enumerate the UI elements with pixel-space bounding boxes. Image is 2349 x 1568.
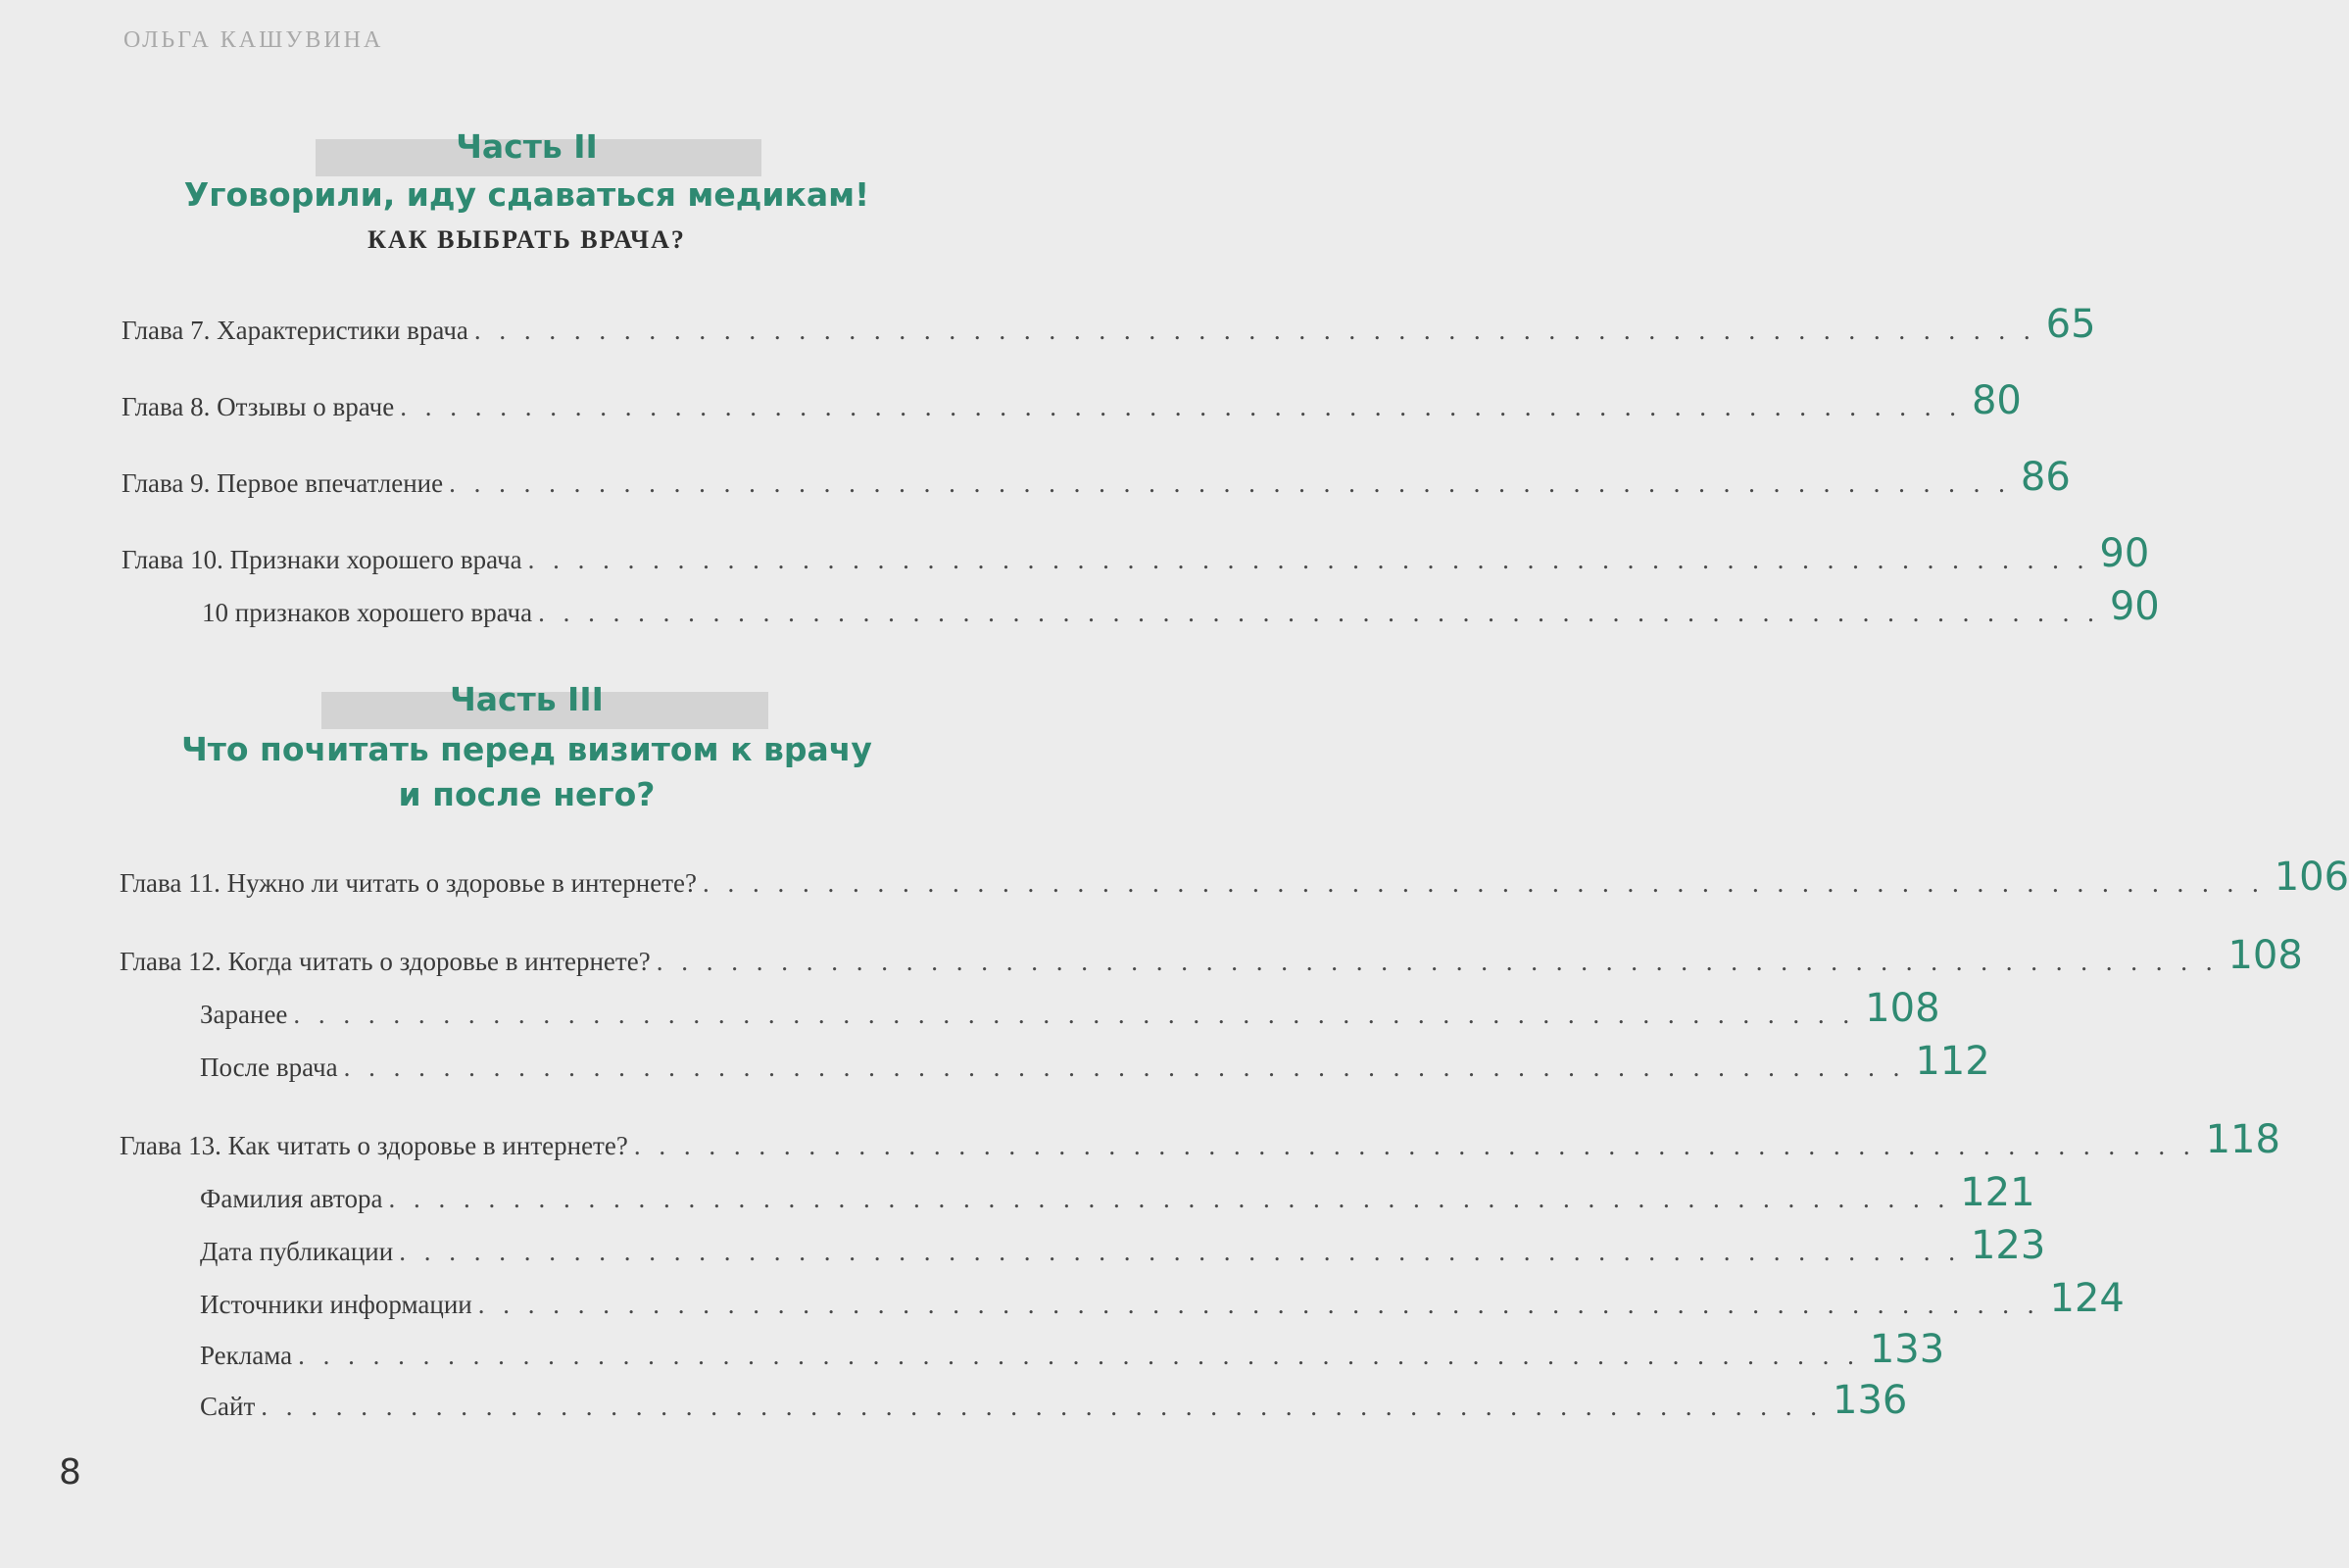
toc-entry-title: Фамилия автора	[200, 1184, 383, 1213]
toc-entry-title: Глава 12. Когда читать о здоровье в интернете?	[120, 947, 651, 976]
toc-entry-title: Глава 11. Нужно ли читать о здоровье в интернете?	[120, 868, 697, 898]
toc-entry[interactable]	[120, 853, 2349, 900]
toc-entry-title: Глава 10. Признаки хорошего врача	[122, 545, 522, 574]
part2-title: Уговорили, иду сдаваться медикам!	[183, 175, 870, 214]
toc-entry-page: 123	[1970, 1223, 2046, 1268]
toc-subentry[interactable]	[200, 1274, 2125, 1321]
toc-entry-title: 10 признаков хорошего врача	[202, 598, 533, 627]
part2-label: Часть II	[456, 127, 598, 166]
toc-entry-page: 108	[1865, 986, 1940, 1031]
toc-entry[interactable]	[122, 376, 2022, 423]
toc-subentry[interactable]	[200, 1037, 1990, 1084]
toc-entry-title: Заранее	[200, 1000, 288, 1029]
toc-entry[interactable]	[120, 1115, 2280, 1162]
dot-leader: . . . . . . . . . . . . . . . . . . . . . . . . . . . . . . . . . . . . . . . . . . . . . . . . . . . . . . . . . . . . . . .	[298, 1341, 1860, 1370]
dot-leader: . . . . . . . . . . . . . . . . . . . . . . . . . . . . . . . . . . . . . . . . . . . . . . . . . . . . . . . . . . . . . . .	[449, 468, 2011, 498]
dot-leader: . . . . . . . . . . . . . . . . . . . . . . . . . . . . . . . . . . . . . . . . . . . . . . . . . . . . . . . . . . . . . . .	[633, 1131, 2196, 1160]
dot-leader: . . . . . . . . . . . . . . . . . . . . . . . . . . . . . . . . . . . . . . . . . . . . . . . . . . . . . . . . . . . . . . .	[473, 316, 2036, 345]
dot-leader: . . . . . . . . . . . . . . . . . . . . . . . . . . . . . . . . . . . . . . . . . . . . . . . . . . . . . . . . . . . . . . .	[399, 1237, 1961, 1266]
toc-subentry[interactable]	[200, 1376, 1908, 1423]
toc-entry-title: Источники информации	[200, 1290, 472, 1319]
toc-entry-page: 133	[1869, 1327, 1945, 1372]
toc-entry-title: Глава 9. Первое впечатление	[122, 468, 444, 498]
toc-entry-page: 118	[2205, 1117, 2280, 1162]
toc-entry-title: Глава 13. Как читать о здоровье в интернете?	[120, 1131, 628, 1160]
toc-entry[interactable]	[122, 300, 2096, 347]
toc-subentry[interactable]	[200, 984, 1940, 1031]
dot-leader: . . . . . . . . . . . . . . . . . . . . . . . . . . . . . . . . . . . . . . . . . . . . . . . . . . . . . . . . . . . . . . .	[343, 1053, 1906, 1082]
toc-entry-page: 86	[2020, 455, 2071, 500]
dot-leader: . . . . . . . . . . . . . . . . . . . . . . . . . . . . . . . . . . . . . . . . . . . . . . . . . . . . . . . . . . . . . . .	[702, 868, 2265, 898]
toc-entry[interactable]	[122, 453, 2071, 500]
toc-entry-title: Дата публикации	[200, 1237, 394, 1266]
toc-subentry[interactable]	[202, 582, 2160, 629]
toc-subentry[interactable]	[200, 1168, 2035, 1215]
toc-entry-title: Реклама	[200, 1341, 293, 1370]
toc-entry-page: 112	[1915, 1039, 1990, 1084]
toc-subentry[interactable]	[200, 1221, 2046, 1268]
toc-entry-page: 136	[1833, 1378, 1908, 1423]
toc-entry-page: 121	[1960, 1170, 2035, 1215]
toc-entry-page: 80	[1971, 378, 2022, 423]
toc-entry-page: 90	[2109, 584, 2160, 629]
dot-leader: . . . . . . . . . . . . . . . . . . . . . . . . . . . . . . . . . . . . . . . . . . . . . . . . . . . . . . . . . . . . . . .	[538, 598, 2100, 627]
toc-entry-page: 124	[2049, 1276, 2125, 1321]
toc-entry-page: 106	[2274, 855, 2349, 900]
part3-title-line1: Что почитать перед визитом к врачу	[181, 730, 872, 768]
dot-leader: . . . . . . . . . . . . . . . . . . . . . . . . . . . . . . . . . . . . . . . . . . . . . . . . . . . . . . . . . . . . . . .	[400, 392, 1962, 421]
toc-subentry[interactable]	[200, 1325, 1945, 1372]
part2-subtitle: КАК ВЫБРАТЬ ВРАЧА?	[367, 225, 686, 254]
dot-leader: . . . . . . . . . . . . . . . . . . . . . . . . . . . . . . . . . . . . . . . . . . . . . . . . . . . . . . . . . . . . . . .	[261, 1392, 1823, 1421]
dot-leader: . . . . . . . . . . . . . . . . . . . . . . . . . . . . . . . . . . . . . . . . . . . . . . . . . . . . . . . . . . . . . . .	[293, 1000, 1856, 1029]
part3-title-line2: и после него?	[398, 775, 656, 813]
toc-entry-page: 90	[2099, 531, 2150, 576]
toc-entry[interactable]	[122, 529, 2150, 576]
toc-entry[interactable]	[120, 931, 2303, 978]
toc-entry-title: Сайт	[200, 1392, 256, 1421]
dot-leader: . . . . . . . . . . . . . . . . . . . . . . . . . . . . . . . . . . . . . . . . . . . . . . . . . . . . . . . . . . . . . . .	[656, 947, 2219, 976]
toc-entry-page: 65	[2045, 302, 2096, 347]
dot-leader: . . . . . . . . . . . . . . . . . . . . . . . . . . . . . . . . . . . . . . . . . . . . . . . . . . . . . . . . . . . . . . .	[388, 1184, 1951, 1213]
dot-leader: . . . . . . . . . . . . . . . . . . . . . . . . . . . . . . . . . . . . . . . . . . . . . . . . . . . . . . . . . . . . . . .	[477, 1290, 2040, 1319]
toc-entry-title: Глава 7. Характеристики врача	[122, 316, 468, 345]
running-head: ОЛЬГА КАШУВИНА	[123, 27, 384, 53]
toc-entry-page: 108	[2227, 933, 2303, 978]
toc-entry-title: Глава 8. Отзывы о враче	[122, 392, 395, 421]
toc-entry-title: После врача	[200, 1053, 338, 1082]
page-number: 8	[59, 1452, 81, 1493]
part3-label: Часть III	[450, 680, 604, 718]
dot-leader: . . . . . . . . . . . . . . . . . . . . . . . . . . . . . . . . . . . . . . . . . . . . . . . . . . . . . . . . . . . . . . .	[527, 545, 2090, 574]
